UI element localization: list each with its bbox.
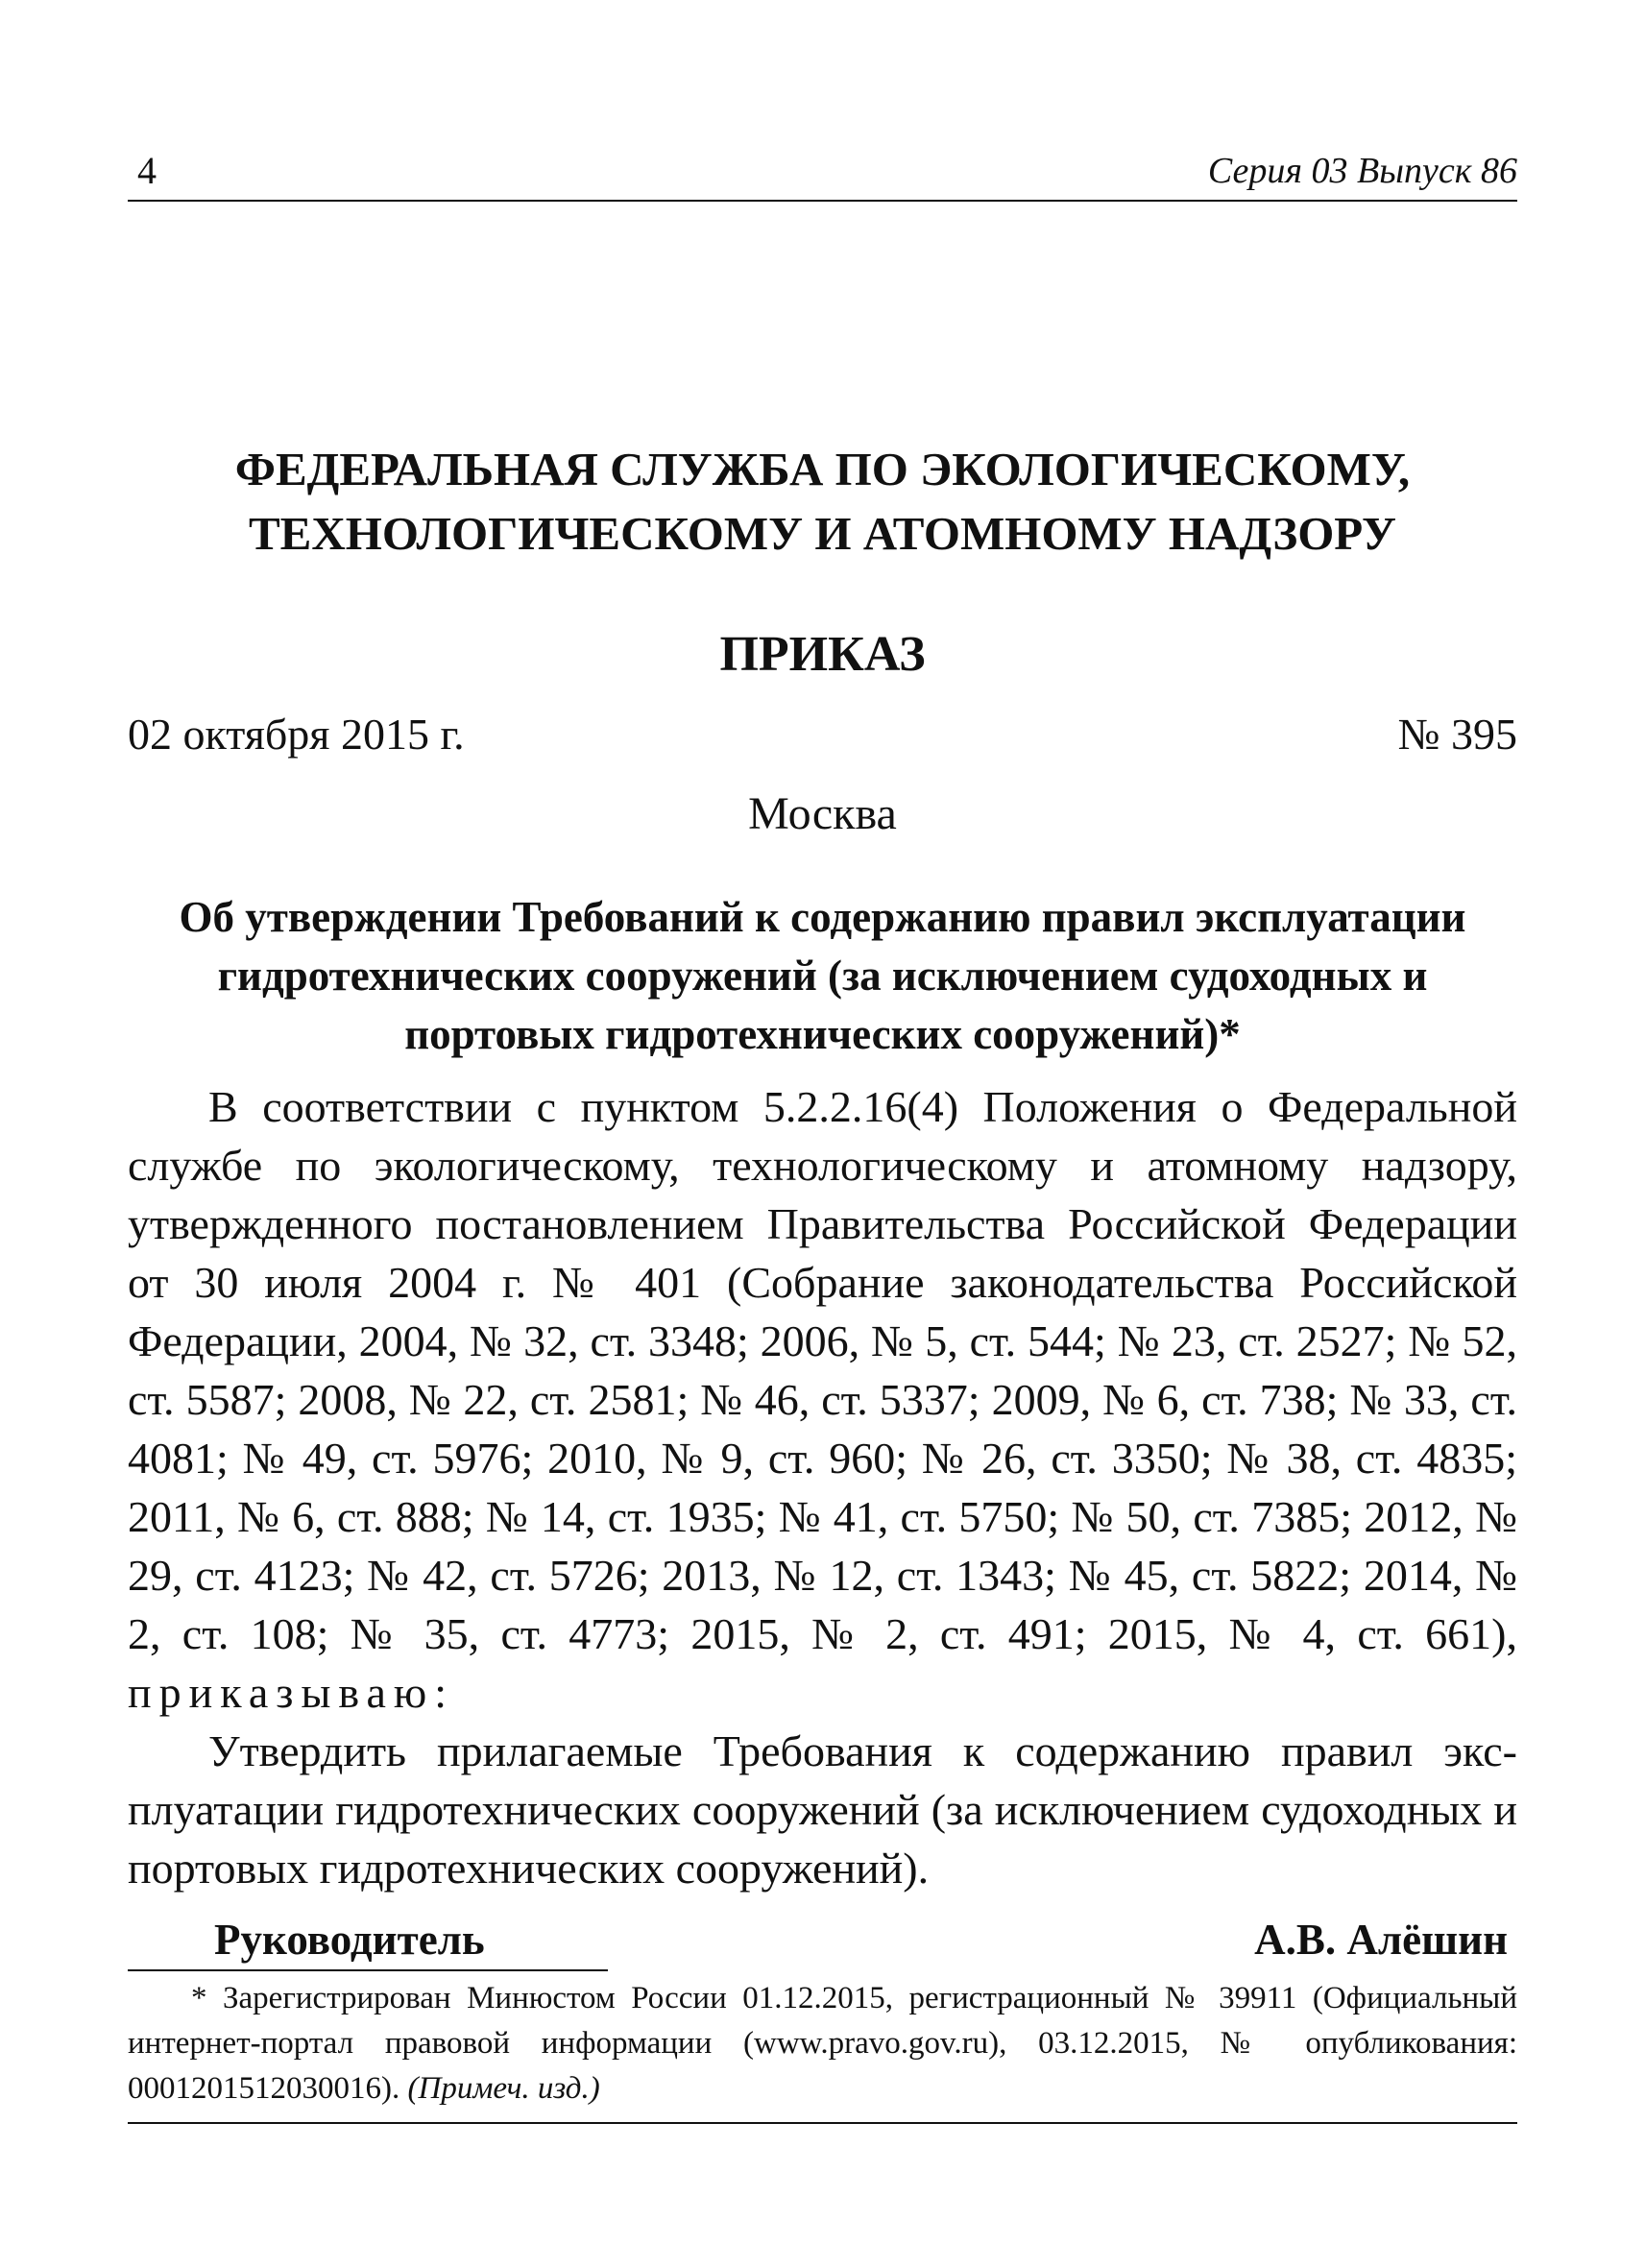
- body-paragraph-preamble: [128, 1077, 1517, 1722]
- subject-line3: портовых гидротехнических сооружений)*: [404, 1010, 1241, 1058]
- signature-block: [128, 1911, 1517, 1972]
- footnote-editor-note: (Примеч. изд.): [407, 2071, 600, 2106]
- running-header: [128, 144, 1517, 202]
- bottom-divider: [128, 2122, 1517, 2124]
- preamble-text: В соответствии с пунктом 5.2.2.16(4) Положения о Федеральной службе по экологическому, технологическому и атомному надзору, утвержденного постановлением Правительства Российской Федерации от 30 июля 2004 г. № 401 (Собрание законодательства Российской Федерации, 2004, № 32, ст. 3348; 2006, № 5, ст. 544; № 23, ст. 2527; № 52, ст. 5587; 2008, № 22, ст. 2581; № 46, ст. 5337; 2009, № 6, ст. 738; № 33, ст. 4081; № 49, ст. 5976; 2010, № 9, ст. 960; № 26, ст. 3350; № 38, ст. 4835; 2011, № 6, ст. 888; № 14, ст. 1935; № 41, ст. 5750; № 50, ст. 7385; 2012, № 29, ст. 4123; № 42, ст. 5726; 2013, № 12, ст. 1343; № 45, ст. 5822; 2014, № 2, ст. 108; № 35, ст. 4773; 2015, № 2, ст. 491; 2015, № 4, ст. 661),: [128, 1082, 1517, 1658]
- page-number: 4: [137, 149, 157, 192]
- order-date: 02 октября 2015 г.: [128, 710, 465, 759]
- signer-title: Руководитель: [214, 1916, 485, 1964]
- footnote-paragraph: [128, 1976, 1517, 2111]
- footnote: [128, 1976, 1517, 2111]
- order-city: Москва: [748, 788, 897, 839]
- agency-title-line2: ТЕХНОЛОГИЧЕСКОМУ И АТОМНОМУ НАДЗОРУ: [249, 507, 1396, 560]
- footnote-text: * Зарегистрирован Минюстом России 01.12.2015, регистрационный № 39911 (Официальный интернет-портал правовой информации (www.pravo.gov.ru), 03.12.2015, № опубликования: 0001201512030016).: [128, 1981, 1517, 2106]
- subject-line2: гидротехнических сооружений (за исключением судоходных и: [217, 952, 1428, 1000]
- agency-title: [128, 437, 1517, 566]
- order-title: ПРИКАЗ: [719, 627, 926, 682]
- footnote-divider: [128, 1969, 608, 1971]
- body-paragraph-decision: Утвердить прилагаемые Требования к содержанию правил эксплуатации гидротехнических сооружений (за исключением судоходных и портовых гидротехнических сооружений).: [128, 1726, 1517, 1893]
- order-number: № 395: [1397, 710, 1517, 759]
- subject-line1: Об утверждении Требований к содержанию правил эксплуатации: [179, 893, 1466, 941]
- agency-title-line1: ФЕДЕРАЛЬНАЯ СЛУЖБА ПО ЭКОЛОГИЧЕСКОМУ,: [234, 443, 1411, 495]
- signer-name: А.В. Алёшин: [1254, 1916, 1508, 1964]
- order-subject: [128, 888, 1517, 1064]
- order-body: [128, 1077, 1517, 1897]
- series-label: Серия 03 Выпуск 86: [1207, 151, 1517, 191]
- command-word: приказываю:: [128, 1668, 455, 1717]
